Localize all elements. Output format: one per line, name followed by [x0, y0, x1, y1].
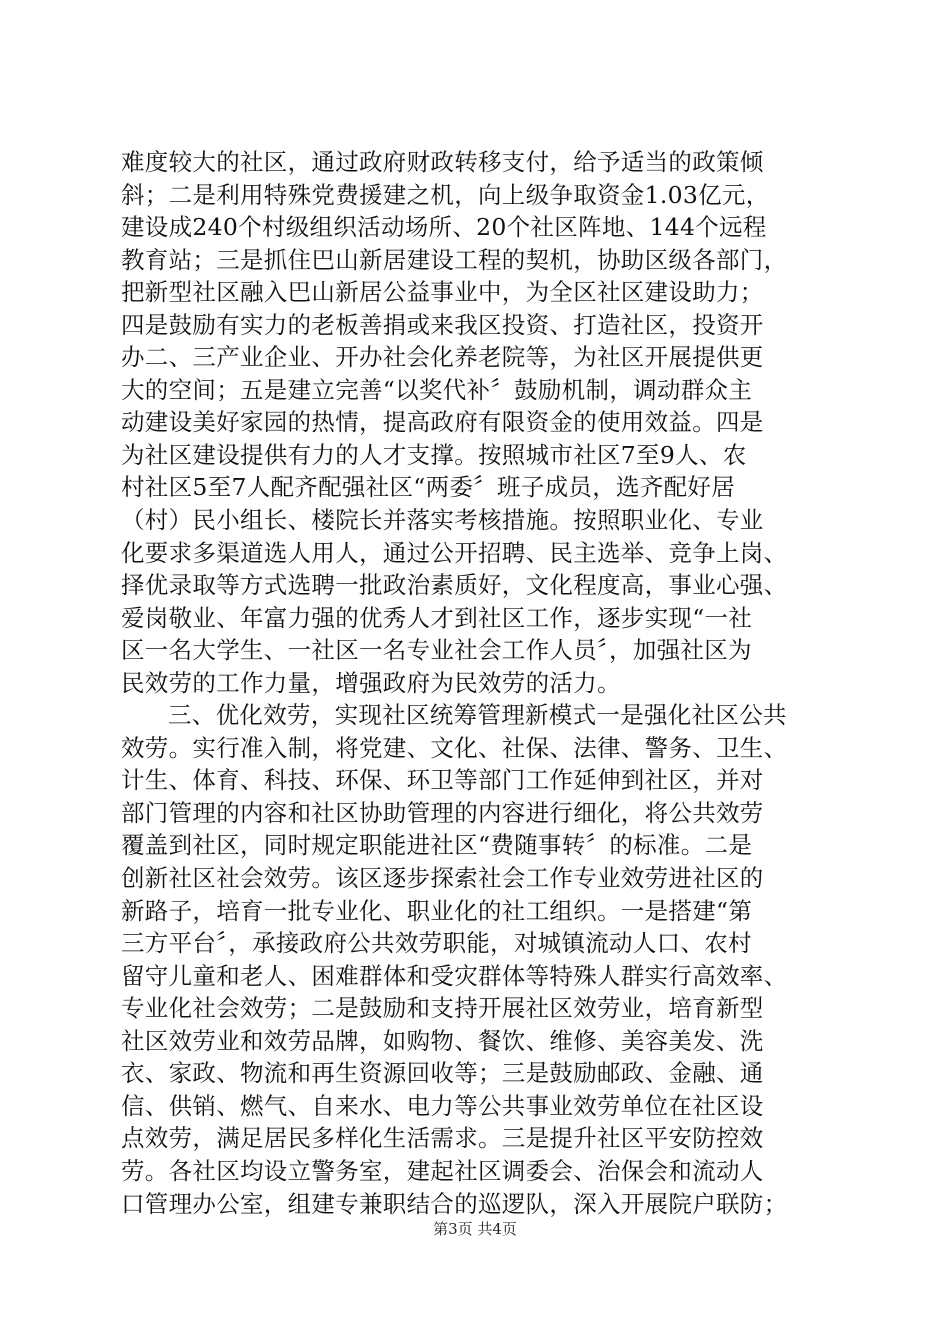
text-line: 区一名大学生、一社区一名专业社会工作人员〞，加强社区为: [121, 636, 752, 665]
text-line: 民效劳的工作力量，增强政府为民效劳的活力。: [121, 668, 621, 697]
text-line: 动建设美好家园的热情，提高政府有限资金的使用效益。四是: [121, 408, 764, 437]
text-line: 大的空间；五是建立完善“以奖代补〞鼓励机制，调动群众主: [121, 375, 753, 404]
text-line: 部门管理的内容和社区协助管理的内容进行细化，将公共效劳: [121, 798, 764, 827]
text-line: 效劳。实行准入制，将党建、文化、社保、法律、警务、卫生、: [121, 733, 788, 762]
text-line: 三方平台〞，承接政府公共效劳职能，对城镇流动人口、农村: [121, 929, 752, 958]
text-line: 覆盖到社区，同时规定职能进社区“费随事转〞的标准。二是: [121, 831, 753, 860]
text-line: 村社区5至7人配齐配强社区“两委〞班子成员，选齐配好居: [121, 473, 736, 502]
text-line: 口管理办公室，组建专兼职结合的巡逻队，深入开展院户联防；: [121, 1189, 788, 1218]
text-line: 建设成240个村级组织活动场所、20个社区阵地、144个远程: [121, 213, 767, 242]
text-line: 难度较大的社区，通过政府财政转移支付，给予适当的政策倾: [121, 148, 764, 176]
text-line: 爱岗敬业、年富力强的优秀人才到社区工作，逐步实现“一社: [121, 603, 753, 632]
text-line: 四是鼓励有实力的老板善捐或来我区投资、打造社区，投资开: [121, 310, 764, 339]
text-line: 新路子，培育一批专业化、职业化的社工组织。一是搭建“第: [121, 896, 753, 925]
text-line: 化要求多渠道选人用人，通过公开招聘、民主选举、竞争上岗、: [121, 538, 788, 567]
text-line: 计生、体育、科技、环保、环卫等部门工作延伸到社区，并对: [121, 766, 764, 795]
page-number-footer: 第3页 共4页: [433, 1220, 517, 1238]
paragraph-start-line: 三、优化效劳，实现社区统筹管理新模式一是强化社区公共: [168, 701, 787, 730]
text-line: 创新社区社会效劳。该区逐步探索社会工作专业效劳进社区的: [121, 864, 764, 893]
text-line: 把新型社区融入巴山新居公益事业中，为全区社区建设助力；: [121, 278, 764, 307]
text-line: 社区效劳业和效劳品牌，如购物、餐饮、维修、美容美发、洗: [121, 1026, 764, 1055]
text-line: 择优录取等方式选聘一批政治素质好，文化程度高，事业心强、: [121, 571, 788, 600]
text-line: 斜；二是利用特殊党费援建之机，向上级争取资金1.03亿元，: [121, 180, 770, 209]
text-line: （村）民小组长、楼院长并落实考核措施。按照职业化、专业: [121, 506, 764, 535]
text-line: 信、供销、燃气、自来水、电力等公共事业效劳单位在社区设: [121, 1091, 764, 1120]
text-line: 为社区建设提供有力的人才支撑。按照城市社区7至9人、农: [121, 440, 747, 469]
text-line: 衣、家政、物流和再生资源回收等；三是鼓励邮政、金融、通: [121, 1059, 764, 1088]
text-line: 点效劳，满足居民多样化生活需求。三是提升社区平安防控效: [121, 1124, 764, 1153]
text-line: 教育站；三是抓住巴山新居建设工程的契机，协助区级各部门，: [121, 245, 788, 274]
text-line: 留守儿童和老人、困难群体和受灾群体等特殊人群实行高效率、: [121, 961, 788, 990]
document-body: [121, 146, 833, 1220]
text-line: 办二、三产业企业、开办社会化养老院等，为社区开展提供更: [121, 343, 764, 372]
text-line: 劳。各社区均设立警务室，建起社区调委会、治保会和流动人: [121, 1156, 764, 1185]
text-line: 专业化社会效劳；二是鼓励和支持开展社区效劳业，培育新型: [121, 994, 764, 1023]
